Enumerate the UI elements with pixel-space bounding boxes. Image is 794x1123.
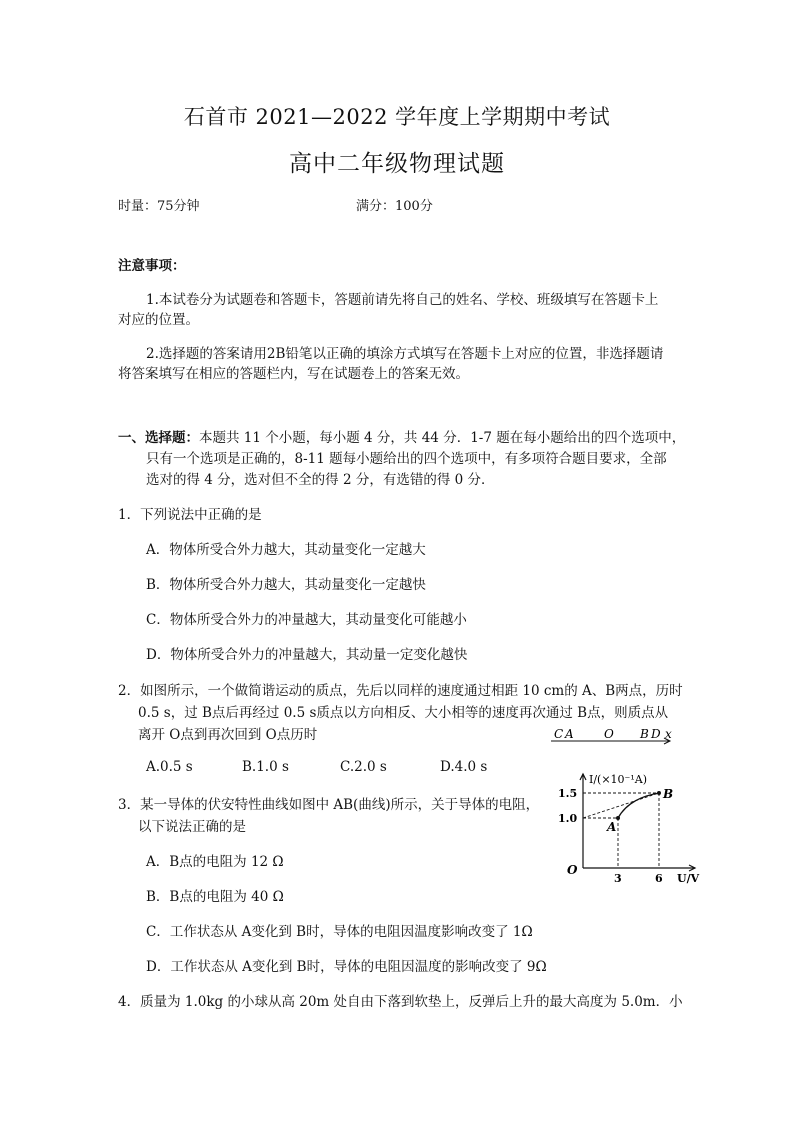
- q3-option-d: D．工作状态从 A变化到 B时，导体的电阻因温度的影响改变了 9Ω: [146, 959, 547, 975]
- point-b: [657, 791, 661, 795]
- notice-item-1-line-2: 对应的位置。: [118, 312, 199, 328]
- q2-line-1: 2．如图所示，一个做简谐运动的质点，先后以同样的速度通过相距 10 cm的 A、B两点，历时: [118, 683, 683, 699]
- x-axis-label: U/V: [677, 872, 700, 885]
- notice-heading: 注意事项：: [118, 258, 186, 274]
- q2-axis-diagram: [548, 724, 678, 748]
- q3-iu-graph: [555, 768, 705, 886]
- exam-subtitle: 高中二年级物理试题: [289, 151, 505, 177]
- q2-option-b: B.1.0 s: [242, 759, 289, 775]
- y-tick-1-5: 1.5: [558, 787, 578, 800]
- notice-item-2-line-1: 2.选择题的答案请用2B铅笔以正确的填涂方式填写在答题卡上对应的位置，非选择题请: [146, 346, 664, 362]
- q2-line-3: 离开 O点到再次回到 O点历时: [138, 727, 318, 743]
- axis-label-o: O: [604, 727, 614, 741]
- section-1-line-1: 本题共 11 个小题，每小题 4 分，共 44 分．1-7 题在每小题给出的四个选项中，: [199, 430, 686, 446]
- q4-line-1: 4．质量为 1.0kg 的小球从高 20m 处自由下落到软垫上，反弹后上升的最大高度为 5.0m．小: [118, 994, 683, 1010]
- axis-label-x: x: [665, 727, 672, 741]
- exam-time: 时量：75分钟: [118, 199, 200, 214]
- notice-item-2-line-2: 将答案填写在相应的答题栏内，写在试题卷上的答案无效。: [118, 366, 469, 382]
- exam-score: 满分：100分: [356, 199, 433, 214]
- notice-item-1-line-1: 1.本试卷分为试题卷和答题卡，答题前请先将自己的姓名、学校、班级填写在答题卡上: [146, 292, 659, 308]
- x-tick-6: 6: [655, 872, 663, 885]
- axis-label-b: B: [640, 727, 649, 741]
- q2-option-d: D.4.0 s: [440, 759, 488, 775]
- q3-option-b: B．B点的电阻为 40 Ω: [146, 889, 284, 905]
- q1-option-b: B．物体所受合外力越大，其动量变化一定越快: [146, 577, 426, 593]
- y-tick-1-0: 1.0: [558, 812, 578, 825]
- q1-option-c: C．物体所受合外力的冲量越大，其动量变化可能越小: [146, 612, 467, 628]
- q2-option-a: A.0.5 s: [146, 759, 193, 775]
- axis-label-d: D: [651, 727, 661, 741]
- section-1-label: 一、选择题：: [118, 430, 199, 446]
- exam-title: 石首市 2021—2022 学年度上学期期中考试: [183, 105, 611, 129]
- q3-option-a: A．B点的电阻为 12 Ω: [146, 854, 284, 870]
- q3-option-c: C．工作状态从 A变化到 B时，导体的电阻因温度影响改变了 1Ω: [146, 924, 533, 940]
- axis-label-a: A: [565, 727, 574, 741]
- q1-stem: 1．下列说法中正确的是: [118, 507, 262, 523]
- axis-label-c: C: [554, 727, 564, 741]
- point-a-label: A: [607, 820, 617, 834]
- q3-line-1: 3．某一导体的伏安特性曲线如图中 AB(曲线)所示，关于导体的电阻，: [118, 797, 540, 813]
- origin-label: O: [567, 863, 578, 877]
- q2-option-c: C.2.0 s: [340, 759, 387, 775]
- ab-curve: [618, 793, 659, 818]
- section-1-line-2: 只有一个选项是正确的，8-11 题每小题给出的四个选项中，有多项符合题目要求，全部: [146, 451, 667, 467]
- y-axis-label: I/(×10⁻¹A): [589, 773, 648, 786]
- x-tick-3: 3: [614, 872, 622, 885]
- point-b-label: B: [663, 787, 674, 801]
- q1-option-a: A．物体所受合外力越大，其动量变化一定越大: [146, 542, 426, 558]
- section-1-header: [118, 426, 685, 446]
- point-a: [616, 816, 620, 820]
- q1-option-d: D．物体所受合外力的冲量越大，其动量一定变化越快: [146, 647, 468, 663]
- q2-line-2: 0.5 s，过 B点后再经过 0.5 s质点以方向相反、大小相等的速度再次通过 B点，则质点从: [138, 705, 669, 721]
- q3-line-2: 以下说法正确的是: [138, 819, 246, 835]
- section-1-line-3: 选对的得 4 分，选对但不全的得 2 分，有选错的得 0 分．: [146, 472, 495, 488]
